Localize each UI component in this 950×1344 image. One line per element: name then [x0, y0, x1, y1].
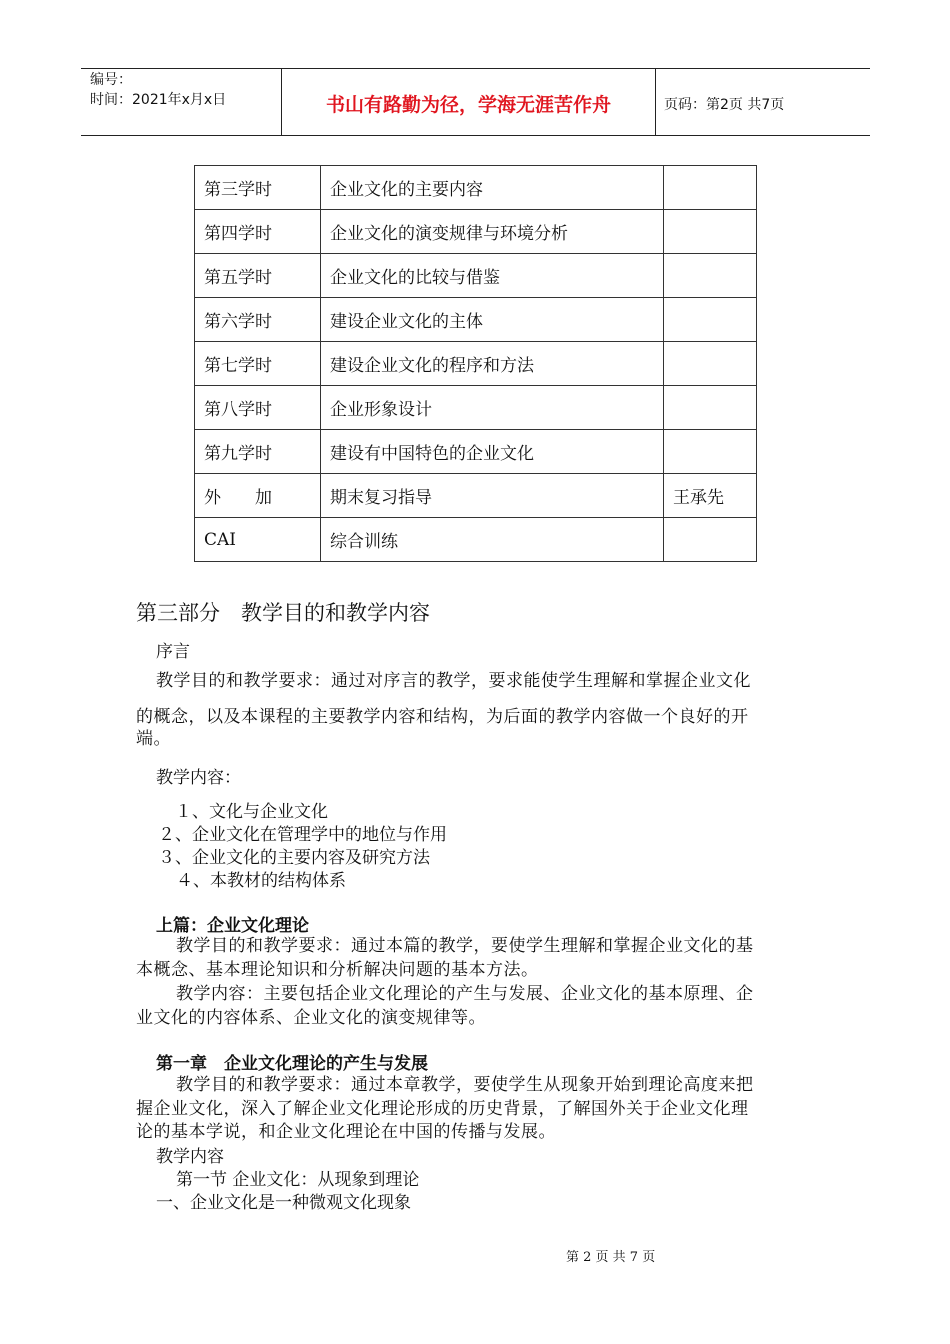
chapter1-goal-line: 教学目的和教学要求：通过本章教学，要使学生从现象开始到理论高度来把	[176, 1075, 754, 1095]
period-cell: 外 加	[195, 474, 321, 518]
header-top-rule	[81, 68, 870, 69]
topic-cell: 企业文化的主要内容	[321, 166, 664, 210]
list-item: ４、本教材的结构体系	[176, 871, 346, 891]
period-cell: 第七学时	[195, 342, 321, 386]
table-row	[195, 474, 757, 518]
header-motto: 书山有路勤为径，学海无涯苦作舟	[325, 94, 611, 116]
preface-content-label: 教学内容：	[156, 768, 241, 788]
preface-goal-line: 的概念，以及本课程的主要教学内容和结构，为后面的教学内容做一个良好的开	[136, 707, 749, 727]
topic-cell: 期末复习指导	[321, 474, 664, 518]
topic-cell: 企业文化的演变规律与环境分析	[321, 210, 664, 254]
upper-goal-line: 本概念、基本理论知识和分析解决问题的基本方法。	[136, 960, 539, 980]
period-cell: 第四学时	[195, 210, 321, 254]
teacher-cell	[664, 298, 757, 342]
teacher-cell	[664, 254, 757, 298]
list-item: ３、企业文化的主要内容及研究方法	[158, 848, 430, 868]
chapter1-content-label: 教学内容	[156, 1147, 224, 1167]
chapter1-goal-line: 握企业文化，深入了解企业文化理论形成的历史背景，了解国外关于企业文化理	[136, 1099, 749, 1119]
table-row	[195, 342, 757, 386]
header-bottom-rule	[81, 135, 870, 136]
teacher-cell	[664, 430, 757, 474]
chapter1-goal-line: 论的基本学说，和企业文化理论在中国的传播与发展。	[136, 1122, 556, 1142]
upper-heading: 上篇：企业文化理论	[156, 916, 309, 936]
topic-cell: 建设有中国特色的企业文化	[321, 430, 664, 474]
schedule-table	[194, 165, 757, 562]
list-item: ２、企业文化在管理学中的地位与作用	[158, 825, 447, 845]
table-row	[195, 430, 757, 474]
preface-goal-line: 教学目的和教学要求：通过对序言的教学，要求能使学生理解和掌握企业文化	[156, 671, 751, 691]
period-cell: CAI	[195, 518, 321, 562]
table-row	[195, 298, 757, 342]
upper-content-line: 业文化的内容体系、企业文化的演变规律等。	[136, 1008, 486, 1028]
header-number: 编号：	[90, 72, 132, 88]
period-cell: 第五学时	[195, 254, 321, 298]
topic-cell: 建设企业文化的程序和方法	[321, 342, 664, 386]
teacher-cell	[664, 166, 757, 210]
header-divider	[655, 68, 656, 135]
topic-cell: 建设企业文化的主体	[321, 298, 664, 342]
table-row	[195, 254, 757, 298]
period-cell: 第八学时	[195, 386, 321, 430]
table-row	[195, 166, 757, 210]
part3-title: 第三部分 教学目的和教学内容	[136, 601, 430, 625]
chapter1-section-title: 第一节 企业文化：从现象到理论	[176, 1170, 420, 1190]
header-date: 时间：2021年x月x日	[90, 92, 227, 108]
chapter1-subsection-title: 一、企业文化是一种微观文化现象	[156, 1193, 411, 1213]
preface-heading: 序言	[156, 642, 190, 662]
upper-goal-line: 教学目的和教学要求：通过本篇的教学，要使学生理解和掌握企业文化的基	[176, 936, 754, 956]
topic-cell: 企业形象设计	[321, 386, 664, 430]
header-divider	[281, 68, 282, 135]
upper-content-line: 教学内容：主要包括企业文化理论的产生与发展、企业文化的基本原理、企	[176, 984, 754, 1004]
chapter1-heading: 第一章 企业文化理论的产生与发展	[156, 1054, 428, 1074]
teacher-cell	[664, 386, 757, 430]
topic-cell: 综合训练	[321, 518, 664, 562]
teacher-cell: 王承先	[664, 474, 757, 518]
header-page-number: 页码：第2页 共7页	[664, 97, 785, 113]
period-cell: 第六学时	[195, 298, 321, 342]
list-item: １、文化与企业文化	[175, 802, 328, 822]
table-row	[195, 518, 757, 562]
table-row	[195, 210, 757, 254]
page-footer: 第 2 页 共 7 页	[566, 1250, 656, 1265]
preface-goal-line: 端。	[136, 729, 171, 749]
teacher-cell	[664, 342, 757, 386]
teacher-cell	[664, 210, 757, 254]
topic-cell: 企业文化的比较与借鉴	[321, 254, 664, 298]
teacher-cell	[664, 518, 757, 562]
period-cell: 第三学时	[195, 166, 321, 210]
period-cell: 第九学时	[195, 430, 321, 474]
table-row	[195, 386, 757, 430]
